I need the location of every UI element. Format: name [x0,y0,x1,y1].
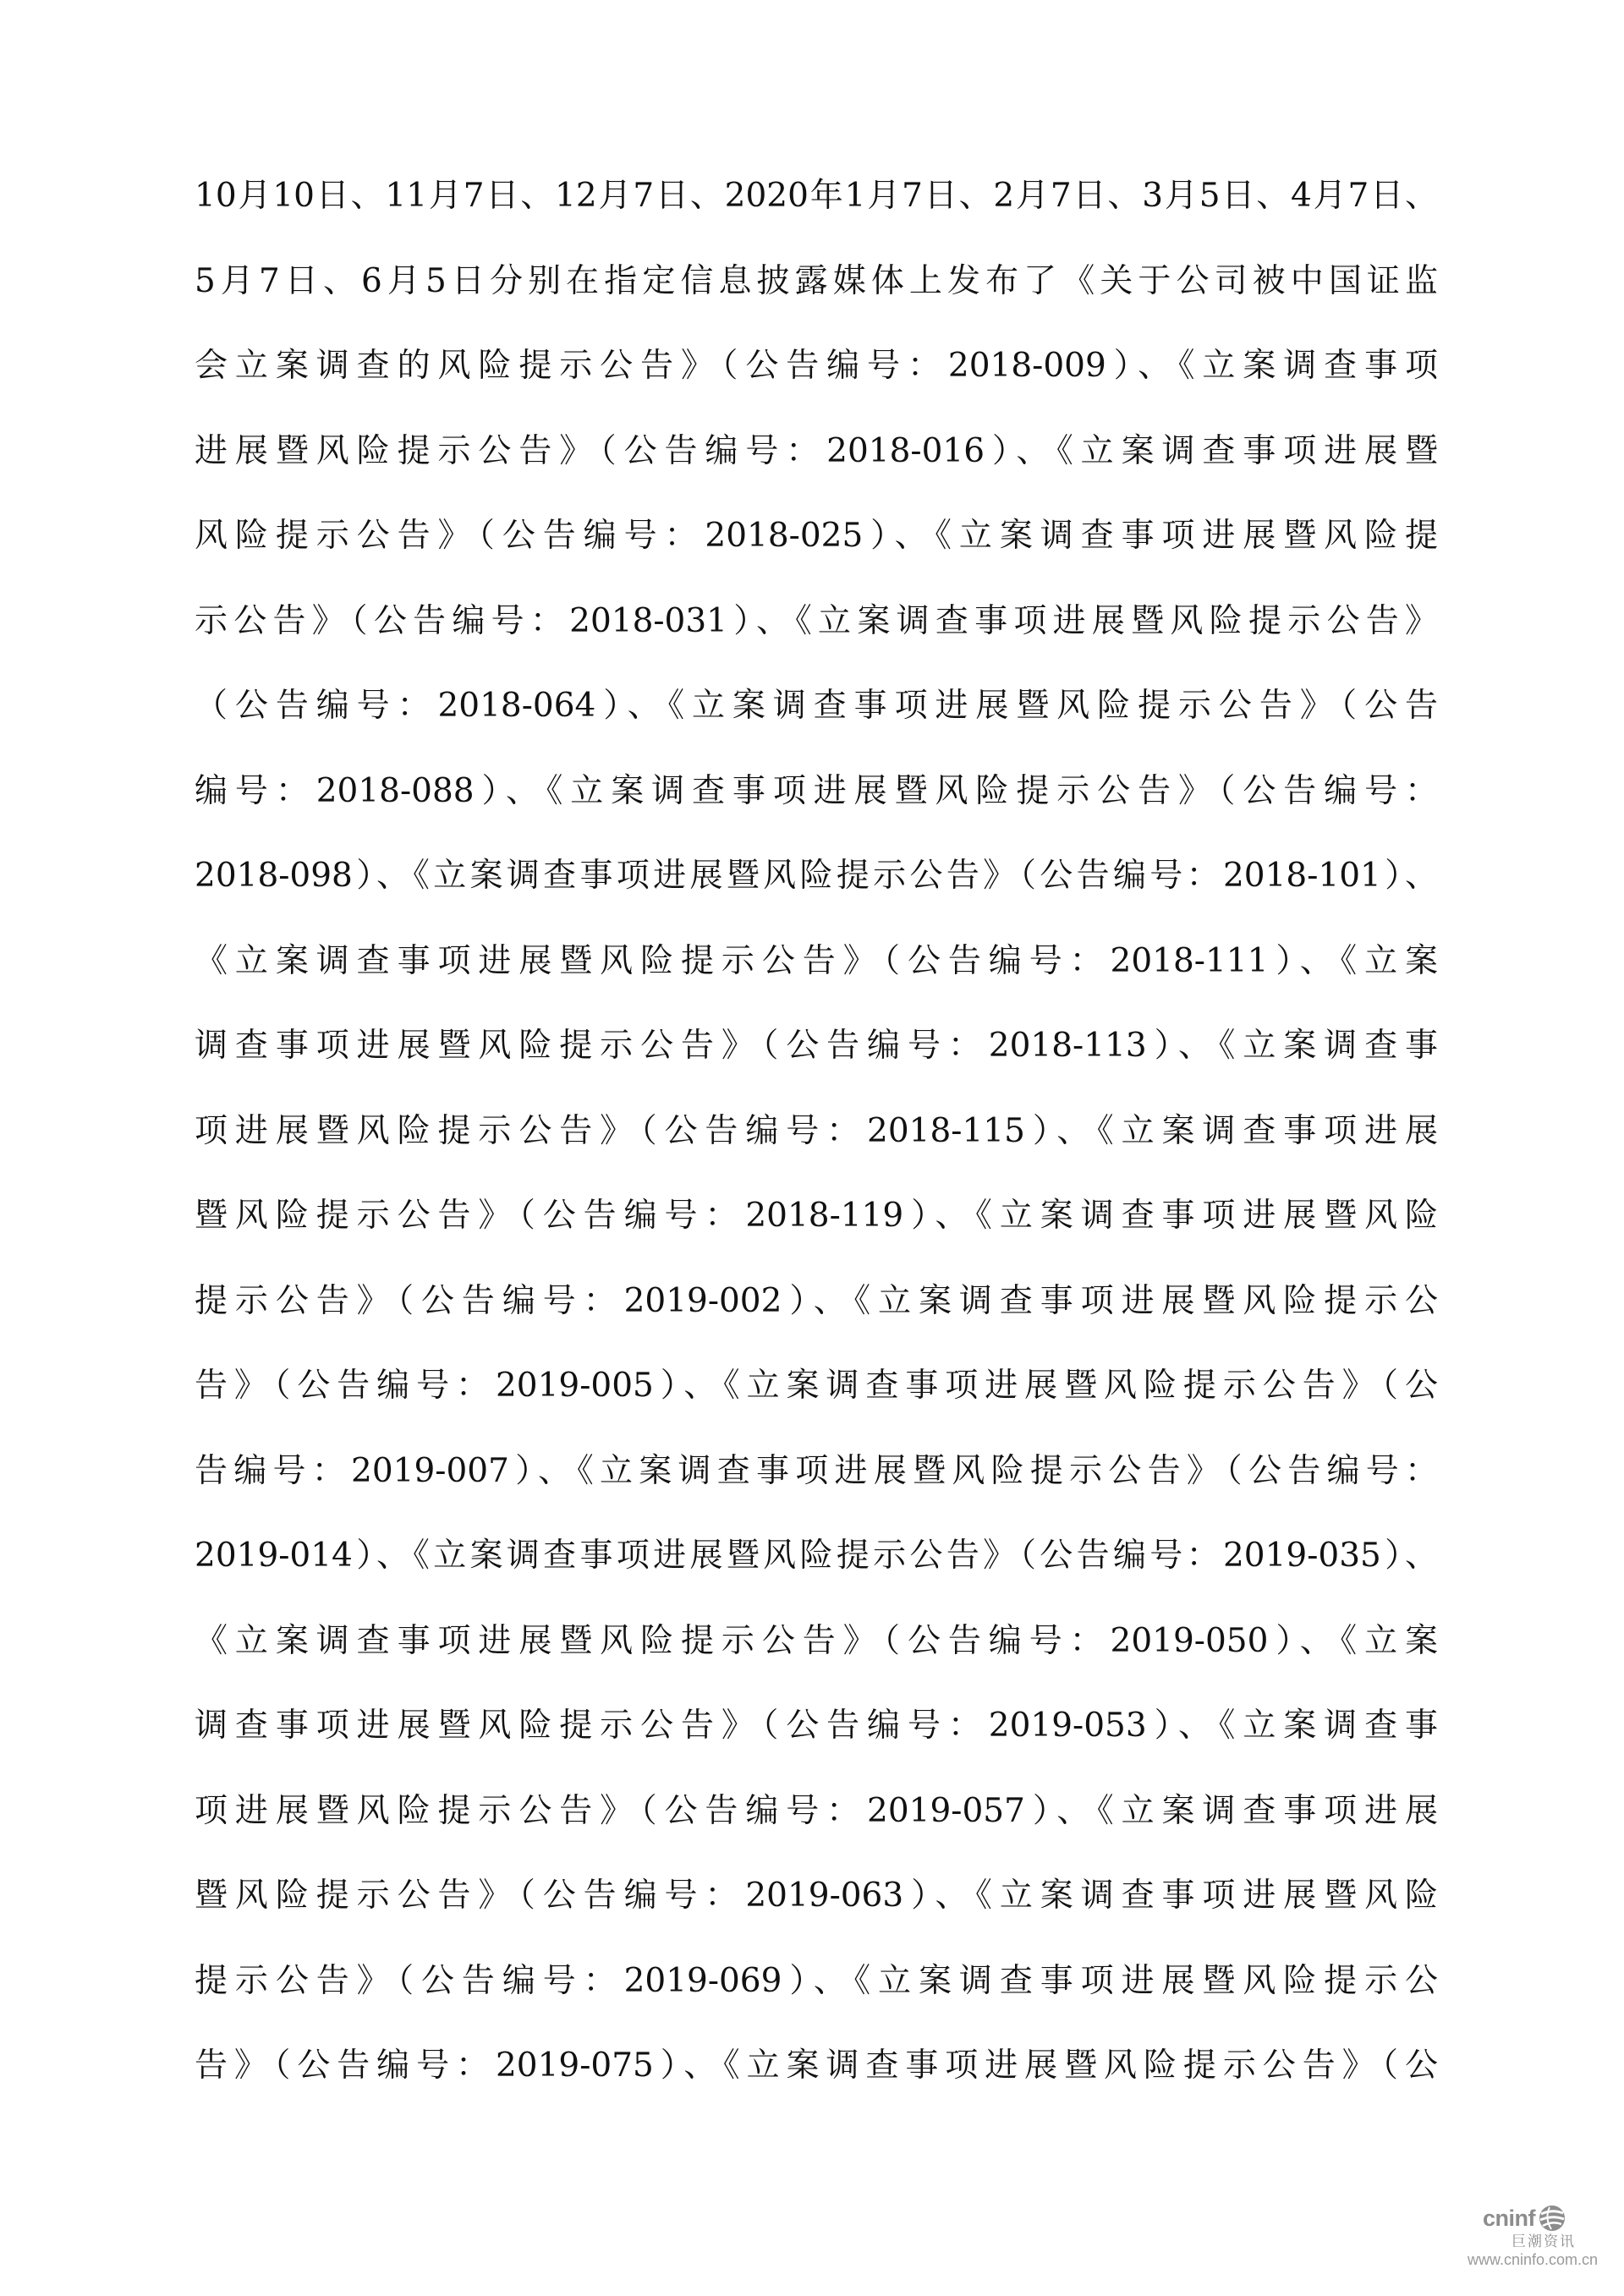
body-paragraph [195,161,1438,2116]
text-line: 提示公告》（公告编号：2019-069）、《立案调查事项进展暨风险提示公 [195,1961,1438,2000]
text-line: 《立案调查事项进展暨风险提示公告》（公告编号：2019-050）、《立案 [195,1621,1438,1660]
text-line: 编号：2018-088）、《立案调查事项进展暨风险提示公告》（公告编号： [195,771,1438,810]
text-line: 项进展暨风险提示公告》（公告编号：2019-057）、《立案调查事项进展 [195,1791,1438,1830]
cninfo-globe-logo-icon [1538,2204,1566,2233]
text-line: 10月10日、11月7日、12月7日、2020年1月7日、2月7日、3月5日、4月7日、 [195,177,1438,215]
text-line: 2018-098）、《立案调查事项进展暨风险提示公告》（公告编号：2018-101）、 [195,857,1438,895]
watermark-chinese-name: 巨潮资讯 [1512,2233,1576,2249]
cninfo-watermark [1468,2199,1620,2275]
text-line: 告编号：2019-007）、《立案调查事项进展暨风险提示公告》（公告编号： [195,1451,1438,1490]
text-line: 告》（公告编号：2019-005）、《立案调查事项进展暨风险提示公告》（公 [195,1367,1438,1405]
text-line: 提示公告》（公告编号：2019-002）、《立案调查事项进展暨风险提示公 [195,1281,1438,1320]
text-line: 调查事项进展暨风险提示公告》（公告编号：2018-113）、《立案调查事 [195,1027,1438,1065]
watermark-url: www.cninfo.com.cn [1468,2251,1599,2268]
text-line: 风险提示公告》（公告编号：2018-025）、《立案调查事项进展暨风险提 [195,517,1438,555]
text-line: 示公告》（公告编号：2018-031）、《立案调查事项进展暨风险提示公告》 [195,601,1438,640]
text-line: 告》（公告编号：2019-075）、《立案调查事项进展暨风险提示公告》（公 [195,2047,1438,2085]
text-line: （公告编号：2018-064）、《立案调查事项进展暨风险提示公告》（公告 [195,687,1438,725]
watermark-brand: cninf [1483,2206,1535,2231]
text-line: 暨风险提示公告》（公告编号：2018-119）、《立案调查事项进展暨风险 [195,1197,1438,1235]
text-line: 2019-014）、《立案调查事项进展暨风险提示公告》（公告编号：2019-035）、 [195,1537,1438,1575]
text-line: 会立案调查的风险提示公告》（公告编号：2018-009）、《立案调查事项 [195,347,1438,385]
watermark-brand-row [1483,2204,1566,2233]
text-line: 进展暨风险提示公告》（公告编号：2018-016）、《立案调查事项进展暨 [195,431,1438,470]
text-line: 5月7日、6月5日分别在指定信息披露媒体上发布了《关于公司被中国证监 [195,261,1438,300]
text-line: 《立案调查事项进展暨风险提示公告》（公告编号：2018-111）、《立案 [195,941,1438,980]
text-line: 项进展暨风险提示公告》（公告编号：2018-115）、《立案调查事项进展 [195,1111,1438,1150]
text-line: 调查事项进展暨风险提示公告》（公告编号：2019-053）、《立案调查事 [195,1707,1438,1745]
text-line: 暨风险提示公告》（公告编号：2019-063）、《立案调查事项进展暨风险 [195,1877,1438,1915]
